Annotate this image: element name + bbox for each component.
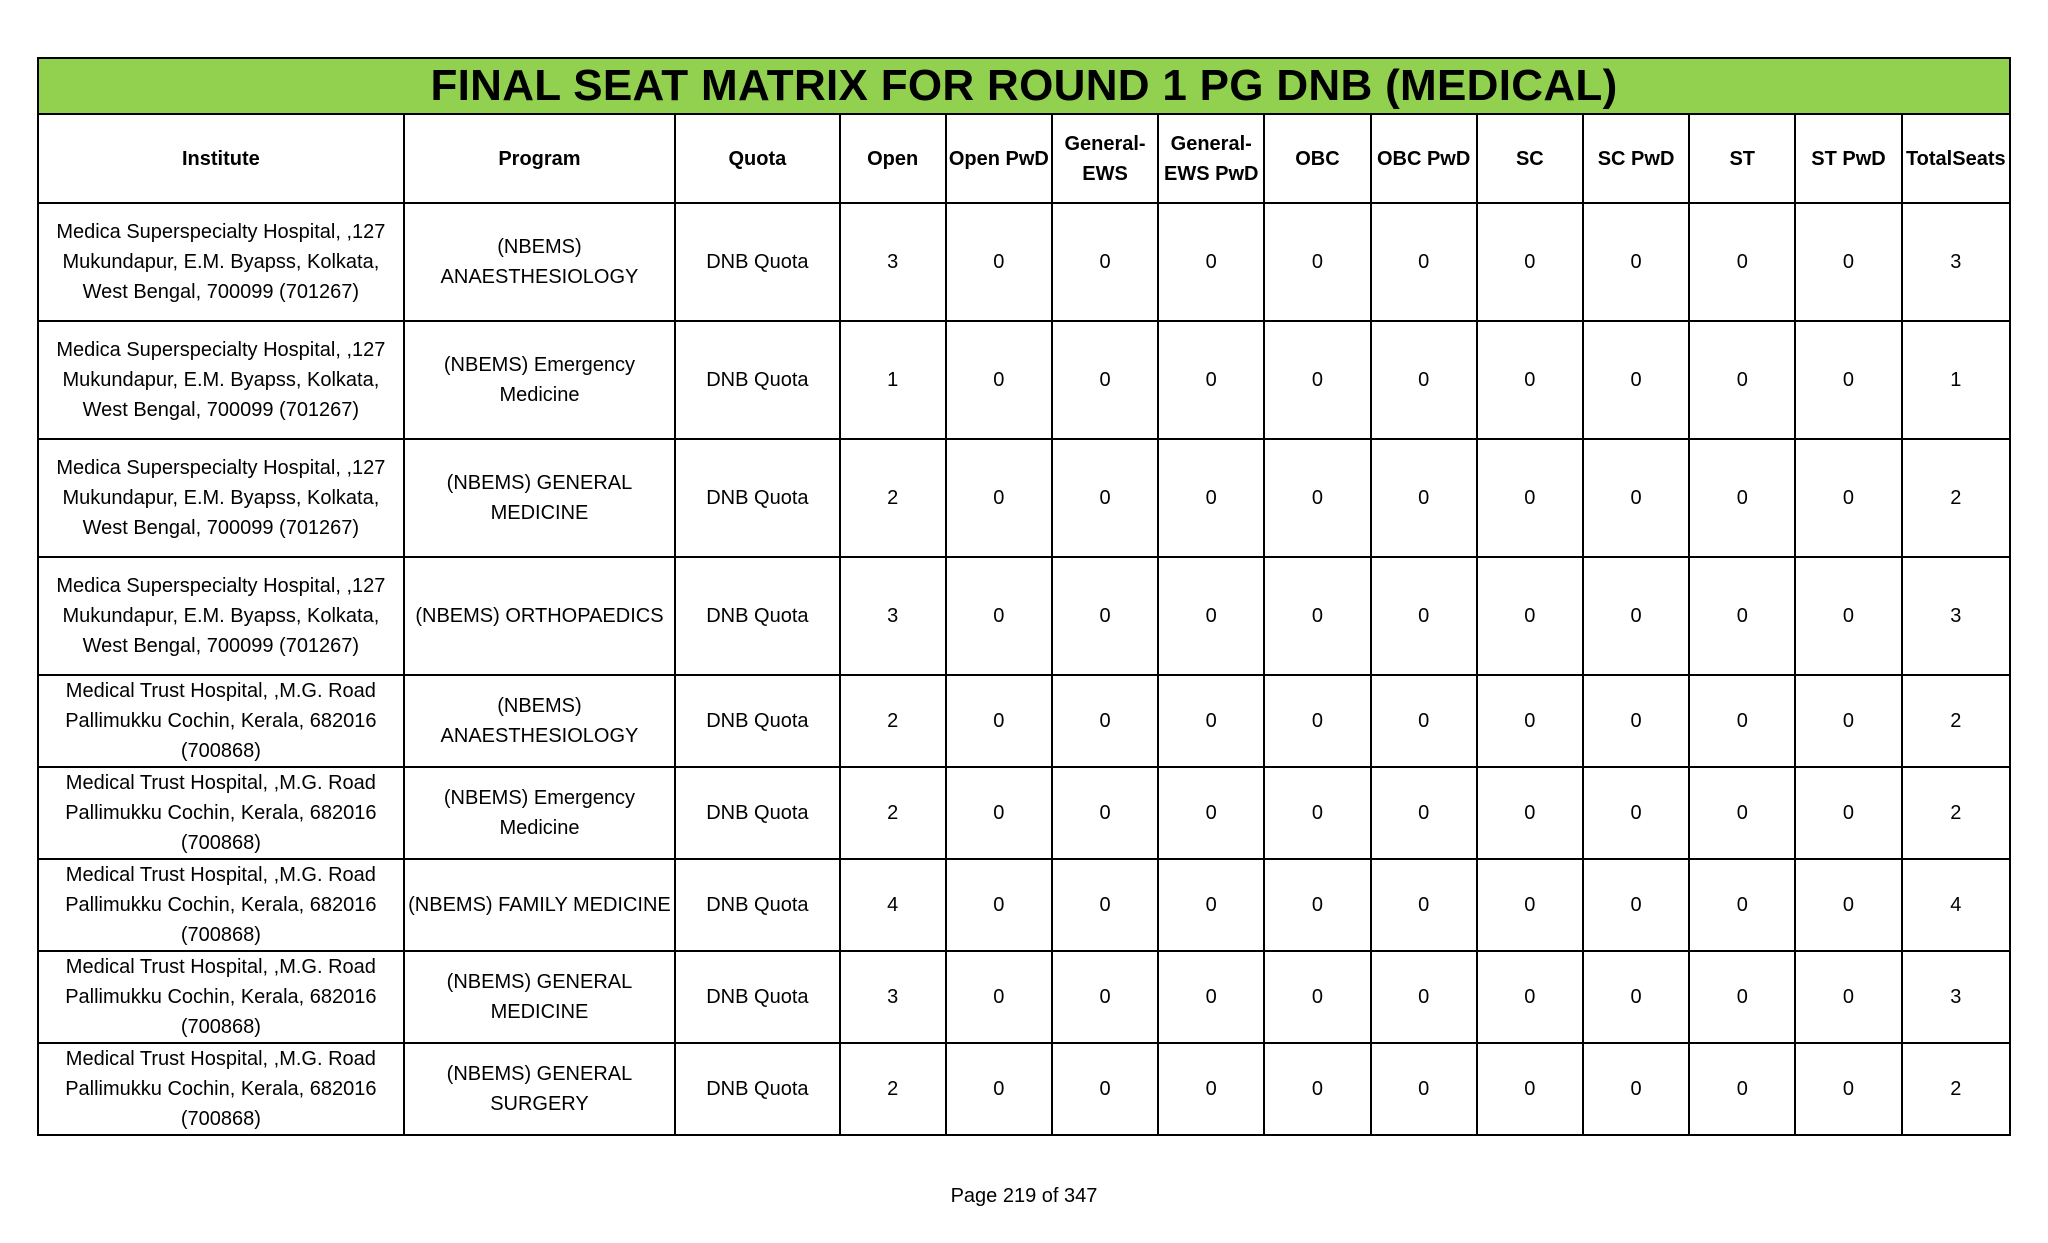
table-cell: 0 [1689, 859, 1795, 951]
table-cell: 0 [1264, 203, 1370, 321]
table-cell: 4 [840, 859, 946, 951]
table-cell: 0 [946, 203, 1052, 321]
table-cell: 0 [1264, 767, 1370, 859]
table-cell: 0 [1371, 203, 1477, 321]
table-cell: (NBEMS) Emergency Medicine [404, 767, 676, 859]
table-body [38, 203, 2010, 1135]
table-cell: 0 [1583, 1043, 1689, 1135]
table-row [38, 321, 2010, 439]
column-header: SC PwD [1583, 114, 1689, 203]
table-cell: 0 [1795, 951, 1901, 1043]
table-row [38, 951, 2010, 1043]
table-cell: 0 [1477, 557, 1583, 675]
table-cell: 0 [1158, 675, 1264, 767]
table-cell: 0 [1158, 1043, 1264, 1135]
table-cell: (NBEMS) GENERAL MEDICINE [404, 439, 676, 557]
table-cell: 0 [1795, 767, 1901, 859]
table-cell: 0 [946, 1043, 1052, 1135]
seat-matrix-sheet [37, 57, 2011, 1136]
table-cell: DNB Quota [675, 675, 839, 767]
column-header: General-EWS PwD [1158, 114, 1264, 203]
table-cell: 0 [1583, 767, 1689, 859]
table-cell: Medica Superspecialty Hospital, ,127 Mukundapur, E.M. Byapss, Kolkata, West Bengal, 700099 (701267) [38, 557, 404, 675]
column-header: Open [840, 114, 946, 203]
table-cell: 0 [1158, 557, 1264, 675]
table-cell: 0 [1052, 203, 1158, 321]
column-header: General-EWS [1052, 114, 1158, 203]
table-cell: 0 [1795, 1043, 1901, 1135]
table-cell: 0 [1371, 951, 1477, 1043]
table-cell: (NBEMS) Emergency Medicine [404, 321, 676, 439]
column-header: OBC PwD [1371, 114, 1477, 203]
table-cell: DNB Quota [675, 439, 839, 557]
table-cell: (NBEMS) ANAESTHESIOLOGY [404, 203, 676, 321]
table-cell: 0 [946, 767, 1052, 859]
table-cell: 0 [1158, 439, 1264, 557]
table-cell: 0 [1583, 439, 1689, 557]
table-row [38, 203, 2010, 321]
table-cell: 0 [1158, 859, 1264, 951]
table-cell: 0 [1477, 439, 1583, 557]
table-cell: 0 [1795, 557, 1901, 675]
column-header: Quota [675, 114, 839, 203]
table-cell: 0 [1583, 675, 1689, 767]
table-cell: 0 [1052, 557, 1158, 675]
table-cell: (NBEMS) ANAESTHESIOLOGY [404, 675, 676, 767]
table-cell: 0 [1689, 439, 1795, 557]
table-cell: 0 [1264, 321, 1370, 439]
table-cell: Medica Superspecialty Hospital, ,127 Mukundapur, E.M. Byapss, Kolkata, West Bengal, 700099 (701267) [38, 203, 404, 321]
table-cell: 0 [1158, 203, 1264, 321]
column-header: ST PwD [1795, 114, 1901, 203]
table-cell: 0 [1052, 859, 1158, 951]
table-cell: 0 [1477, 1043, 1583, 1135]
table-cell: 2 [840, 675, 946, 767]
table-cell: 4 [1902, 859, 2010, 951]
table-cell: 0 [1795, 321, 1901, 439]
table-cell: (NBEMS) GENERAL SURGERY [404, 1043, 676, 1135]
table-cell: Medical Trust Hospital, ,M.G. Road Pallimukku Cochin, Kerala, 682016 (700868) [38, 1043, 404, 1135]
table-cell: 0 [1371, 557, 1477, 675]
table-cell: DNB Quota [675, 767, 839, 859]
table-row [38, 439, 2010, 557]
table-cell: (NBEMS) GENERAL MEDICINE [404, 951, 676, 1043]
table-cell: 3 [840, 951, 946, 1043]
table-cell: DNB Quota [675, 1043, 839, 1135]
column-header: TotalSeats [1902, 114, 2010, 203]
table-cell: 0 [1583, 321, 1689, 439]
table-cell: 0 [1477, 675, 1583, 767]
table-cell: 2 [840, 1043, 946, 1135]
table-cell: 0 [1477, 203, 1583, 321]
table-cell: 0 [1158, 951, 1264, 1043]
table-cell: (NBEMS) FAMILY MEDICINE [404, 859, 676, 951]
table-row [38, 675, 2010, 767]
table-cell: 0 [946, 439, 1052, 557]
table-cell: 2 [1902, 1043, 2010, 1135]
table-cell: 2 [1902, 675, 2010, 767]
table-cell: Medical Trust Hospital, ,M.G. Road Pallimukku Cochin, Kerala, 682016 (700868) [38, 767, 404, 859]
table-row [38, 859, 2010, 951]
table-cell: DNB Quota [675, 859, 839, 951]
table-cell: 0 [1689, 203, 1795, 321]
table-cell: 3 [1902, 203, 2010, 321]
table-cell: 3 [840, 203, 946, 321]
page-title: FINAL SEAT MATRIX FOR ROUND 1 PG DNB (MEDICAL) [38, 58, 2010, 114]
table-cell: 0 [1583, 557, 1689, 675]
table-cell: 0 [1689, 1043, 1795, 1135]
column-header: Open PwD [946, 114, 1052, 203]
table-cell: 0 [946, 321, 1052, 439]
table-row [38, 1043, 2010, 1135]
table-cell: 0 [1583, 203, 1689, 321]
table-cell: 0 [1371, 439, 1477, 557]
table-cell: 0 [1689, 767, 1795, 859]
column-header-row [38, 114, 2010, 203]
table-cell: 2 [1902, 439, 2010, 557]
table-cell: 0 [946, 557, 1052, 675]
table-cell: 0 [1477, 321, 1583, 439]
table-cell: Medical Trust Hospital, ,M.G. Road Pallimukku Cochin, Kerala, 682016 (700868) [38, 859, 404, 951]
table-cell: 0 [1583, 951, 1689, 1043]
table-cell: 0 [1264, 1043, 1370, 1135]
column-header: Institute [38, 114, 404, 203]
table-cell: Medica Superspecialty Hospital, ,127 Mukundapur, E.M. Byapss, Kolkata, West Bengal, 700099 (701267) [38, 439, 404, 557]
table-cell: 0 [1689, 321, 1795, 439]
table-cell: 2 [840, 767, 946, 859]
column-header: ST [1689, 114, 1795, 203]
table-cell: 0 [946, 675, 1052, 767]
table-cell: 0 [1371, 675, 1477, 767]
table-cell: 0 [1264, 859, 1370, 951]
table-cell: 0 [1264, 951, 1370, 1043]
table-cell: 0 [1052, 439, 1158, 557]
table-cell: 0 [1371, 1043, 1477, 1135]
table-cell: Medical Trust Hospital, ,M.G. Road Pallimukku Cochin, Kerala, 682016 (700868) [38, 951, 404, 1043]
table-cell: 0 [1371, 767, 1477, 859]
table-cell: DNB Quota [675, 321, 839, 439]
table-cell: 0 [1158, 767, 1264, 859]
table-cell: Medical Trust Hospital, ,M.G. Road Pallimukku Cochin, Kerala, 682016 (700868) [38, 675, 404, 767]
table-cell: (NBEMS) ORTHOPAEDICS [404, 557, 676, 675]
page-number-footer: Page 219 of 347 [950, 1185, 1098, 1207]
table-cell: 0 [1795, 203, 1901, 321]
table-cell: 0 [946, 859, 1052, 951]
column-header: OBC [1264, 114, 1370, 203]
table-cell: 0 [1052, 1043, 1158, 1135]
table-cell: 0 [1052, 675, 1158, 767]
table-cell: 1 [840, 321, 946, 439]
column-header: SC [1477, 114, 1583, 203]
table-cell: 0 [1795, 675, 1901, 767]
table-cell: 0 [1264, 557, 1370, 675]
table-row [38, 767, 2010, 859]
table-cell: 0 [1477, 951, 1583, 1043]
table-cell: 0 [946, 951, 1052, 1043]
table-cell: 0 [1264, 675, 1370, 767]
table-cell: 0 [1689, 675, 1795, 767]
table-cell: DNB Quota [675, 557, 839, 675]
table-cell: DNB Quota [675, 203, 839, 321]
column-header: Program [404, 114, 676, 203]
table-cell: 0 [1264, 439, 1370, 557]
table-cell: 0 [1689, 951, 1795, 1043]
table-cell: 1 [1902, 321, 2010, 439]
table-cell: 0 [1795, 859, 1901, 951]
table-cell: 3 [840, 557, 946, 675]
table-cell: 0 [1158, 321, 1264, 439]
table-cell: 3 [1902, 951, 2010, 1043]
table-cell: DNB Quota [675, 951, 839, 1043]
table-cell: 2 [1902, 767, 2010, 859]
table-row [38, 557, 2010, 675]
table-cell: 0 [1689, 557, 1795, 675]
table-cell: 0 [1371, 859, 1477, 951]
table-cell: 0 [1052, 321, 1158, 439]
seat-matrix-table [37, 57, 2011, 1136]
table-cell: 0 [1477, 859, 1583, 951]
table-cell: 0 [1371, 321, 1477, 439]
table-cell: 2 [840, 439, 946, 557]
table-cell: 0 [1583, 859, 1689, 951]
table-cell: 0 [1477, 767, 1583, 859]
table-cell: 0 [1052, 951, 1158, 1043]
table-cell: 0 [1052, 767, 1158, 859]
table-cell: Medica Superspecialty Hospital, ,127 Mukundapur, E.M. Byapss, Kolkata, West Bengal, 700099 (701267) [38, 321, 404, 439]
table-cell: 0 [1795, 439, 1901, 557]
table-cell: 3 [1902, 557, 2010, 675]
